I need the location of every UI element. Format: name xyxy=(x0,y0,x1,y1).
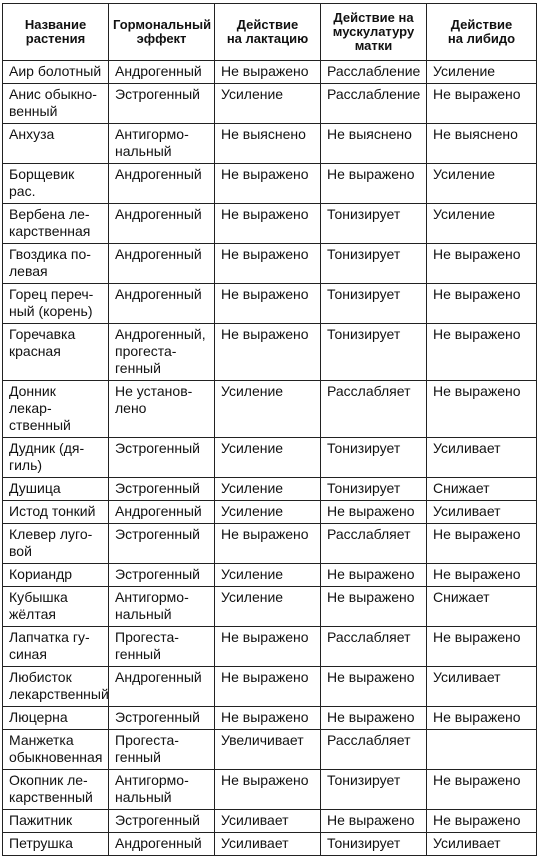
table-row xyxy=(3,61,537,84)
cell-hormonal-effect: Антигормо- нальный xyxy=(109,587,215,627)
cell-libido: Снижает xyxy=(427,587,537,627)
cell-libido: Не выражено xyxy=(427,84,537,124)
cell-libido: Усиление xyxy=(427,204,537,244)
document-page xyxy=(2,3,536,856)
cell-uterus: Расслабление xyxy=(321,84,427,124)
cell-libido: Усиливает xyxy=(427,833,537,856)
cell-lactation: Не выражено xyxy=(215,667,321,707)
cell-lactation: Усиление xyxy=(215,564,321,587)
cell-hormonal-effect: Не установ- лено xyxy=(109,381,215,438)
cell-plant-name: Аир болотный xyxy=(3,61,109,84)
cell-uterus: Тонизирует xyxy=(321,770,427,810)
cell-hormonal-effect: Эстрогенный xyxy=(109,438,215,478)
header-plant-name: Название растения xyxy=(3,4,109,61)
cell-lactation: Усиление xyxy=(215,84,321,124)
cell-lactation: Не выражено xyxy=(215,61,321,84)
cell-plant-name: Истод тонкий xyxy=(3,501,109,524)
table-row xyxy=(3,707,537,730)
cell-plant-name: Клевер луго- вой xyxy=(3,524,109,564)
cell-lactation: Усиливает xyxy=(215,833,321,856)
cell-uterus: Тонизирует xyxy=(321,324,427,381)
cell-hormonal-effect: Антигормо- нальный xyxy=(109,124,215,164)
table-row xyxy=(3,438,537,478)
cell-lactation: Усиливает xyxy=(215,810,321,833)
cell-lactation: Усиление xyxy=(215,587,321,627)
header-hormonal-effect: Гормональный эффект xyxy=(109,4,215,61)
cell-uterus: Расслабление xyxy=(321,61,427,84)
table-body xyxy=(3,61,537,856)
cell-lactation: Не выражено xyxy=(215,164,321,204)
cell-libido: Не выражено xyxy=(427,524,537,564)
cell-uterus: Не выражено xyxy=(321,564,427,587)
table-row xyxy=(3,478,537,501)
cell-plant-name: Донник лекар- ственный xyxy=(3,381,109,438)
cell-hormonal-effect: Андрогенный xyxy=(109,667,215,707)
cell-libido: Усиливает xyxy=(427,667,537,707)
cell-lactation: Увеличивает xyxy=(215,730,321,770)
cell-uterus: Не выражено xyxy=(321,707,427,730)
cell-lactation: Не выражено xyxy=(215,707,321,730)
table-row xyxy=(3,810,537,833)
cell-uterus: Расслабляет xyxy=(321,730,427,770)
cell-libido: Не выражено xyxy=(427,810,537,833)
cell-plant-name: Дудник (дя- гиль) xyxy=(3,438,109,478)
table-row xyxy=(3,84,537,124)
cell-plant-name: Горец переч- ный (корень) xyxy=(3,284,109,324)
cell-libido: Не выражено xyxy=(427,627,537,667)
cell-hormonal-effect: Прогеста- генный xyxy=(109,730,215,770)
cell-plant-name: Пажитник xyxy=(3,810,109,833)
cell-hormonal-effect: Андрогенный, прогеста- генный xyxy=(109,324,215,381)
table-row xyxy=(3,833,537,856)
cell-hormonal-effect: Эстрогенный xyxy=(109,564,215,587)
header-row xyxy=(3,4,537,61)
cell-lactation: Не выяснено xyxy=(215,124,321,164)
table-row xyxy=(3,324,537,381)
cell-libido: Не выражено xyxy=(427,770,537,810)
table-header xyxy=(3,4,537,61)
cell-uterus: Не выражено xyxy=(321,501,427,524)
cell-plant-name: Лапчатка гу- синая xyxy=(3,627,109,667)
table-row xyxy=(3,730,537,770)
cell-libido: Усиление xyxy=(427,61,537,84)
cell-hormonal-effect: Андрогенный xyxy=(109,501,215,524)
cell-hormonal-effect: Эстрогенный xyxy=(109,810,215,833)
cell-plant-name: Люцерна xyxy=(3,707,109,730)
cell-hormonal-effect: Эстрогенный xyxy=(109,84,215,124)
cell-hormonal-effect: Андрогенный xyxy=(109,61,215,84)
cell-uterus: Не выяснено xyxy=(321,124,427,164)
cell-libido: Снижает xyxy=(427,478,537,501)
cell-lactation: Не выражено xyxy=(215,770,321,810)
table-row xyxy=(3,770,537,810)
cell-libido: Не выражено xyxy=(427,324,537,381)
cell-uterus: Расслабляет xyxy=(321,524,427,564)
cell-hormonal-effect: Прогеста- генный xyxy=(109,627,215,667)
table-row xyxy=(3,524,537,564)
table-row xyxy=(3,284,537,324)
cell-uterus: Тонизирует xyxy=(321,478,427,501)
cell-uterus: Не выражено xyxy=(321,587,427,627)
table-row xyxy=(3,124,537,164)
table-row xyxy=(3,164,537,204)
cell-hormonal-effect: Эстрогенный xyxy=(109,524,215,564)
cell-uterus: Тонизирует xyxy=(321,438,427,478)
cell-libido: Усиливает xyxy=(427,438,537,478)
table-row xyxy=(3,564,537,587)
cell-lactation: Не выражено xyxy=(215,324,321,381)
cell-uterus: Тонизирует xyxy=(321,833,427,856)
table-row xyxy=(3,381,537,438)
cell-lactation: Усиление xyxy=(215,381,321,438)
cell-plant-name: Кориандр xyxy=(3,564,109,587)
header-uterus: Действие на мускулатуру матки xyxy=(321,4,427,61)
cell-uterus: Расслабляет xyxy=(321,627,427,667)
table-row xyxy=(3,587,537,627)
table-row xyxy=(3,667,537,707)
cell-uterus: Не выражено xyxy=(321,667,427,707)
cell-plant-name: Душица xyxy=(3,478,109,501)
table-row xyxy=(3,204,537,244)
cell-hormonal-effect: Андрогенный xyxy=(109,244,215,284)
cell-lactation: Усиление xyxy=(215,478,321,501)
cell-hormonal-effect: Эстрогенный xyxy=(109,478,215,501)
cell-hormonal-effect: Андрогенный xyxy=(109,204,215,244)
cell-lactation: Не выражено xyxy=(215,204,321,244)
table-row xyxy=(3,244,537,284)
cell-lactation: Не выражено xyxy=(215,627,321,667)
cell-plant-name: Гвоздика по- левая xyxy=(3,244,109,284)
cell-libido: Не выражено xyxy=(427,244,537,284)
cell-libido: Не выяснено xyxy=(427,124,537,164)
cell-uterus: Тонизирует xyxy=(321,244,427,284)
plant-hormone-table xyxy=(2,3,537,856)
cell-plant-name: Анис обыкно- венный xyxy=(3,84,109,124)
cell-hormonal-effect: Андрогенный xyxy=(109,284,215,324)
header-libido: Действие на либидо xyxy=(427,4,537,61)
cell-hormonal-effect: Андрогенный xyxy=(109,833,215,856)
table-row xyxy=(3,501,537,524)
cell-lactation: Усиление xyxy=(215,438,321,478)
cell-hormonal-effect: Эстрогенный xyxy=(109,707,215,730)
cell-uterus: Расслабляет xyxy=(321,381,427,438)
cell-plant-name: Вербена ле- карственная xyxy=(3,204,109,244)
cell-plant-name: Кубышка жёлтая xyxy=(3,587,109,627)
cell-libido: Не выражено xyxy=(427,707,537,730)
cell-lactation: Не выражено xyxy=(215,284,321,324)
cell-plant-name: Петрушка xyxy=(3,833,109,856)
header-lactation: Действие на лактацию xyxy=(215,4,321,61)
cell-libido: Не выражено xyxy=(427,284,537,324)
cell-lactation: Усиление xyxy=(215,501,321,524)
cell-libido xyxy=(427,730,537,770)
cell-plant-name: Борщевик рас. xyxy=(3,164,109,204)
cell-uterus: Тонизирует xyxy=(321,284,427,324)
cell-plant-name: Манжетка обыкновенная xyxy=(3,730,109,770)
cell-uterus: Не выражено xyxy=(321,164,427,204)
cell-uterus: Тонизирует xyxy=(321,204,427,244)
cell-libido: Не выражено xyxy=(427,381,537,438)
cell-libido: Усиливает xyxy=(427,501,537,524)
cell-libido: Не выражено xyxy=(427,564,537,587)
cell-plant-name: Горечавка красная xyxy=(3,324,109,381)
cell-plant-name: Любисток лекарственный xyxy=(3,667,109,707)
cell-libido: Усиление xyxy=(427,164,537,204)
cell-lactation: Не выражено xyxy=(215,244,321,284)
cell-plant-name: Окопник ле- карственный xyxy=(3,770,109,810)
cell-hormonal-effect: Антигормо- нальный xyxy=(109,770,215,810)
table-row xyxy=(3,627,537,667)
cell-hormonal-effect: Андрогенный xyxy=(109,164,215,204)
cell-uterus: Не выражено xyxy=(321,810,427,833)
cell-lactation: Не выражено xyxy=(215,524,321,564)
cell-plant-name: Анхуза xyxy=(3,124,109,164)
